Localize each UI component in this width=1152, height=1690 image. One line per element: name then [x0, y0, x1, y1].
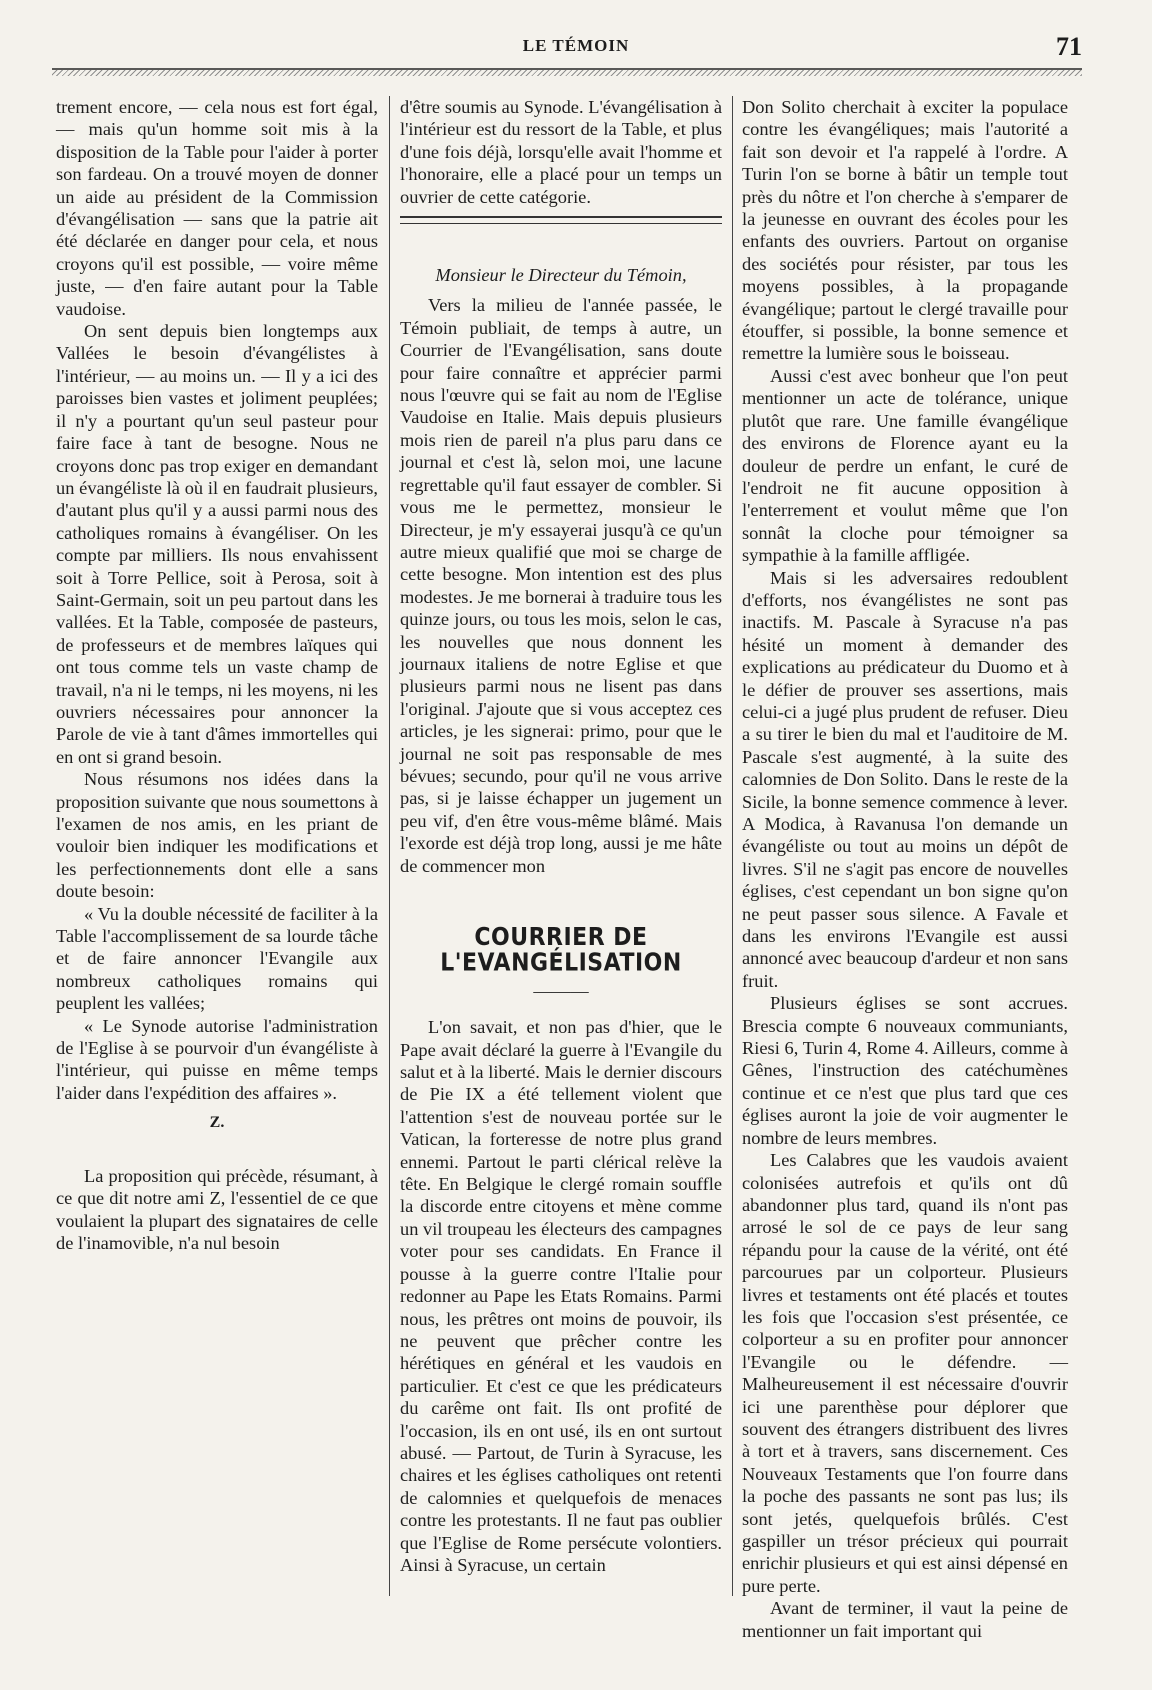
page-title: LE TÉMOIN [522, 36, 630, 55]
paragraph: Vers la milieu de l'année passée, le Témoin publiait, de temps à autre, un Courrier de l'Evangélisation, sans doute pour faire connaître et apprécier parmi nous l'œuvre qui se fait au nom de l'Eglise Vaudoise en Italie. Mais depuis plusieurs mois rien de pareil n'a plus paru dans ce journal et c'est là, selon moi, une lacune regrettable qu'il faut essayer de combler. Si vous me le permettez, monsieur le Directeur, je m'y essayerai jusqu'à ce qu'un autre mieux qualifié que moi se charge de cette besogne. Mon intention est des plus modestes. Je me bornerai à traduire tous les quinze jours, ou tous les mois, selon le cas, les nouvelles que nous donnent les journaux italiens de notre Eglise et que plusieurs parmi nous ne lisent pas dans l'original. J'ajoute que si vous acceptez ces articles, je les signerai: primo, pour que le journal ne soit pas responsable de mes bévues; secundo, pour qu'il ne vous arrive pas, si je laisse échapper un jugement un peu vif, d'en être vous-même blâmé. Mais l'exorde est déjà trop long, aussi je me hâte de commencer mon [400, 295, 722, 876]
paragraph: Aussi c'est avec bonheur que l'on peut mentionner un acte de tolérance, unique plutôt que rare. Une famille évangélique des environs de Florence ayant eu la douleur de perdre un enfant, le curé de l'endroit ne fit aucune opposition à l'enterrement et voulut même que l'on sonnât la cloche pour témoigner sa sympathie à la famille affligée. [742, 365, 1068, 566]
paragraph: La proposition qui précède, résumant, à ce que dit notre ami Z, l'essentiel de ce que voulaient la plupart des signataires de celle de l'inamovible, n'a nul besoin [56, 1165, 378, 1253]
column-2 [400, 96, 722, 1576]
section-dash: ——— [533, 980, 589, 1001]
quoted-paragraph: « Le Synode autorise l'administration de l'Eglise à se pourvoir d'un évangéliste à l'intérieur, qui puisse en même temps l'aider dans l'expédition des affaires ». [56, 1015, 378, 1103]
paragraph: Les Calabres que les vaudois avaient colonisées autrefois et qu'ils ont dû abandonner plus tard, quand ils n'ont pas arrosé le sol de ce pays de leur sang répandu pour la cause de la vérité, ont été parcourues par un colporteur. Plusieurs livres et testaments ont été placés et toutes les fois que l'occasion s'est présentée, ce colporteur a su en profiter pour annoncer l'Evangile ou le défendre. — Malheureusement il est nécessaire d'ouvrir ici une parenthèse pour déplorer que souvent des étrangers distribuent des livres à tort et à travers, sans discernement. Ces Nouveaux Testaments que l'on fourre dans la poche des passants ne sont pas lus; ils sont jetés, quelquefois brûlés. C'est gaspiller un trésor précieux qui pourrait enrichir plusieurs et qui est ainsi dépensé en pure perte. [742, 1150, 1068, 1596]
section-divider [400, 216, 722, 224]
paragraph: On sent depuis bien longtemps aux Vallées le besoin d'évangélistes à l'intérieur, — au moins un. — Il y a ici des paroisses bien vastes et joliment peuplées; il n'y a pourtant qu'un seul pasteur pour faire face à tant de besogne. Nous ne croyons donc pas trop exiger en demandant un évangéliste là où il en faudrait plusieurs, d'autant plus qu'il y a aussi parmi nous des catholiques romains à évangéliser. On les compte par milliers. Ils nous envahissent soit à Torre Pellice, soit à Perosa, soit à Saint-Germain, soit un peu partout dans les vallées. Et la Table, composée de pasteurs, de professeurs et de membres laïques qui ont tous comme tels un vaste champ de travail, n'a ni le temps, ni les moyens, ni les ouvriers nécessaires pour annoncer la Parole de vie à tant d'âmes immortelles qui en ont si grand besoin. [56, 321, 378, 767]
column-divider-1 [389, 96, 390, 1596]
paragraph: Avant de terminer, il vaut la peine de mentionner un fait important qui [742, 1598, 1068, 1641]
section-title: COURRIER DE L'EVANGÉLISATION [440, 923, 682, 978]
page-number: 71 [1056, 32, 1082, 61]
column-1 [56, 96, 378, 1254]
column-3 [742, 96, 1068, 1642]
signature: Z. [209, 1114, 225, 1132]
paragraph: d'être soumis au Synode. L'évangélisation à l'intérieur est du ressort de la Table, et plus d'une fois déjà, lorsqu'elle avait l'homme et l'honoraire, elle a placé pour un temps un ouvrier de cette catégorie. [400, 97, 722, 207]
paragraph: Nous résumons nos idées dans la proposition suivante que nous soumettons à l'examen de nos amis, en les priant de vouloir bien indiquer les modifications et les perfectionnements dont elle a sans doute besoin: [56, 769, 378, 902]
running-head [0, 32, 1152, 66]
paragraph: L'on savait, et non pas d'hier, que le Pape avait déclaré la guerre à l'Evangile du salut et à la liberté. Mais le dernier discours de Pie IX a été tellement violent que l'attention s'est de nouveau portée sur le Vatican, la forteresse de notre plus grand ennemi. Partout le parti clérical relève la tête. En Belgique le clergé romain souffle la discorde entre citoyens et mène comme un vil troupeau les électeurs des campagnes voter pour ses candidats. En France il pousse à la guerre contre l'Italie pour redonner au Pape les Etats Romains. Parmi nous, les prêtres ont moins de pouvoir, ils ne peuvent que prêcher contre les hérétiques en général et les vaudois en particulier. Et c'est ce que les prédicateurs du carême ont fait. Ils ont profité de l'occasion, ils en ont usé, ils en ont surtout abusé. — Partout, de Turin à Syracuse, les chaires et les églises catholiques ont retenti de calomnies et quelquefois de menaces contre les protestants. Il ne faut pas oublier que l'Eglise de Rome persécute volontiers. Ainsi à Syracuse, un certain [400, 1017, 722, 1575]
column-divider-2 [732, 96, 733, 1596]
paragraph: Don Solito cherchait à exciter la populace contre les évangéliques; mais l'autorité a fait son devoir et l'a rappelé à l'ordre. A Turin l'on se borne à bâtir un temple tout près du nôtre et l'on cherche à s'emparer de la jeunesse en ouvrant des écoles pour les enfants des ouvriers. Partout on organise des sociétés pour résister, par tous les moyens possibles, à la propagande évangélique; partout le clergé travaille pour étouffer, si possible, la bonne semence et remettre la lumière sous le boisseau. [742, 97, 1068, 364]
paragraph: Mais si les adversaires redoublent d'efforts, nos évangélistes ne sont pas inactifs. M. Pascale à Syracuse n'a pas hésité un moment à demander des explications au prédicateur du Duomo et à le défier de prouver ses assertions, mais celui-ci a jugé plus prudent de refuser. Dieu a su tirer le bien du mal et l'auditoire de M. Pascale s'est augmenté, à la suite des calomnies de Don Solito. Dans le reste de la Sicile, la bonne semence commence à lever. A Modica, à Ravanusa l'on demande un évangéliste ou tout au moins un dépôt de livres. S'il ne s'agit pas encore de nouvelles églises, c'est cependant un bon signe qu'on ne peut passer sous silence. A Favale et dans les environs l'Evangile est aussi annoncé avec beaucoup d'ardeur et non sans fruit. [742, 567, 1068, 991]
paragraph: Plusieurs églises se sont accrues. Brescia compte 6 nouveaux communiants, Riesi 6, Turin 4, Rome 4. Ailleurs, comme à Gênes, l'instruction des catéchumènes continue et ce n'est que plus tard que ces églises auront la joie de voir augmenter le nombre de leurs membres. [742, 993, 1068, 1148]
letter-heading: Monsieur le Directeur du Témoin, [435, 265, 687, 286]
quoted-paragraph: « Vu la double nécessité de faciliter à la Table l'accomplissement de sa lourde tâche et de faire annoncer l'Evangile aux nombreux catholiques romains qui peuplent les vallées; [56, 903, 378, 1014]
header-rule [52, 68, 1082, 76]
paragraph: trement encore, — cela nous est fort égal, — mais qu'un homme soit mis à la disposition de la Table pour l'aider à porter son fardeau. On a trouvé moyen de donner un aide au président de la Commission d'évangélisation — sans que la patrie ait été déclarée en danger pour cela, et nous croyons qu'il est possible, — voire même juste, — d'en faire autant pour la Table vaudoise. [56, 97, 378, 319]
